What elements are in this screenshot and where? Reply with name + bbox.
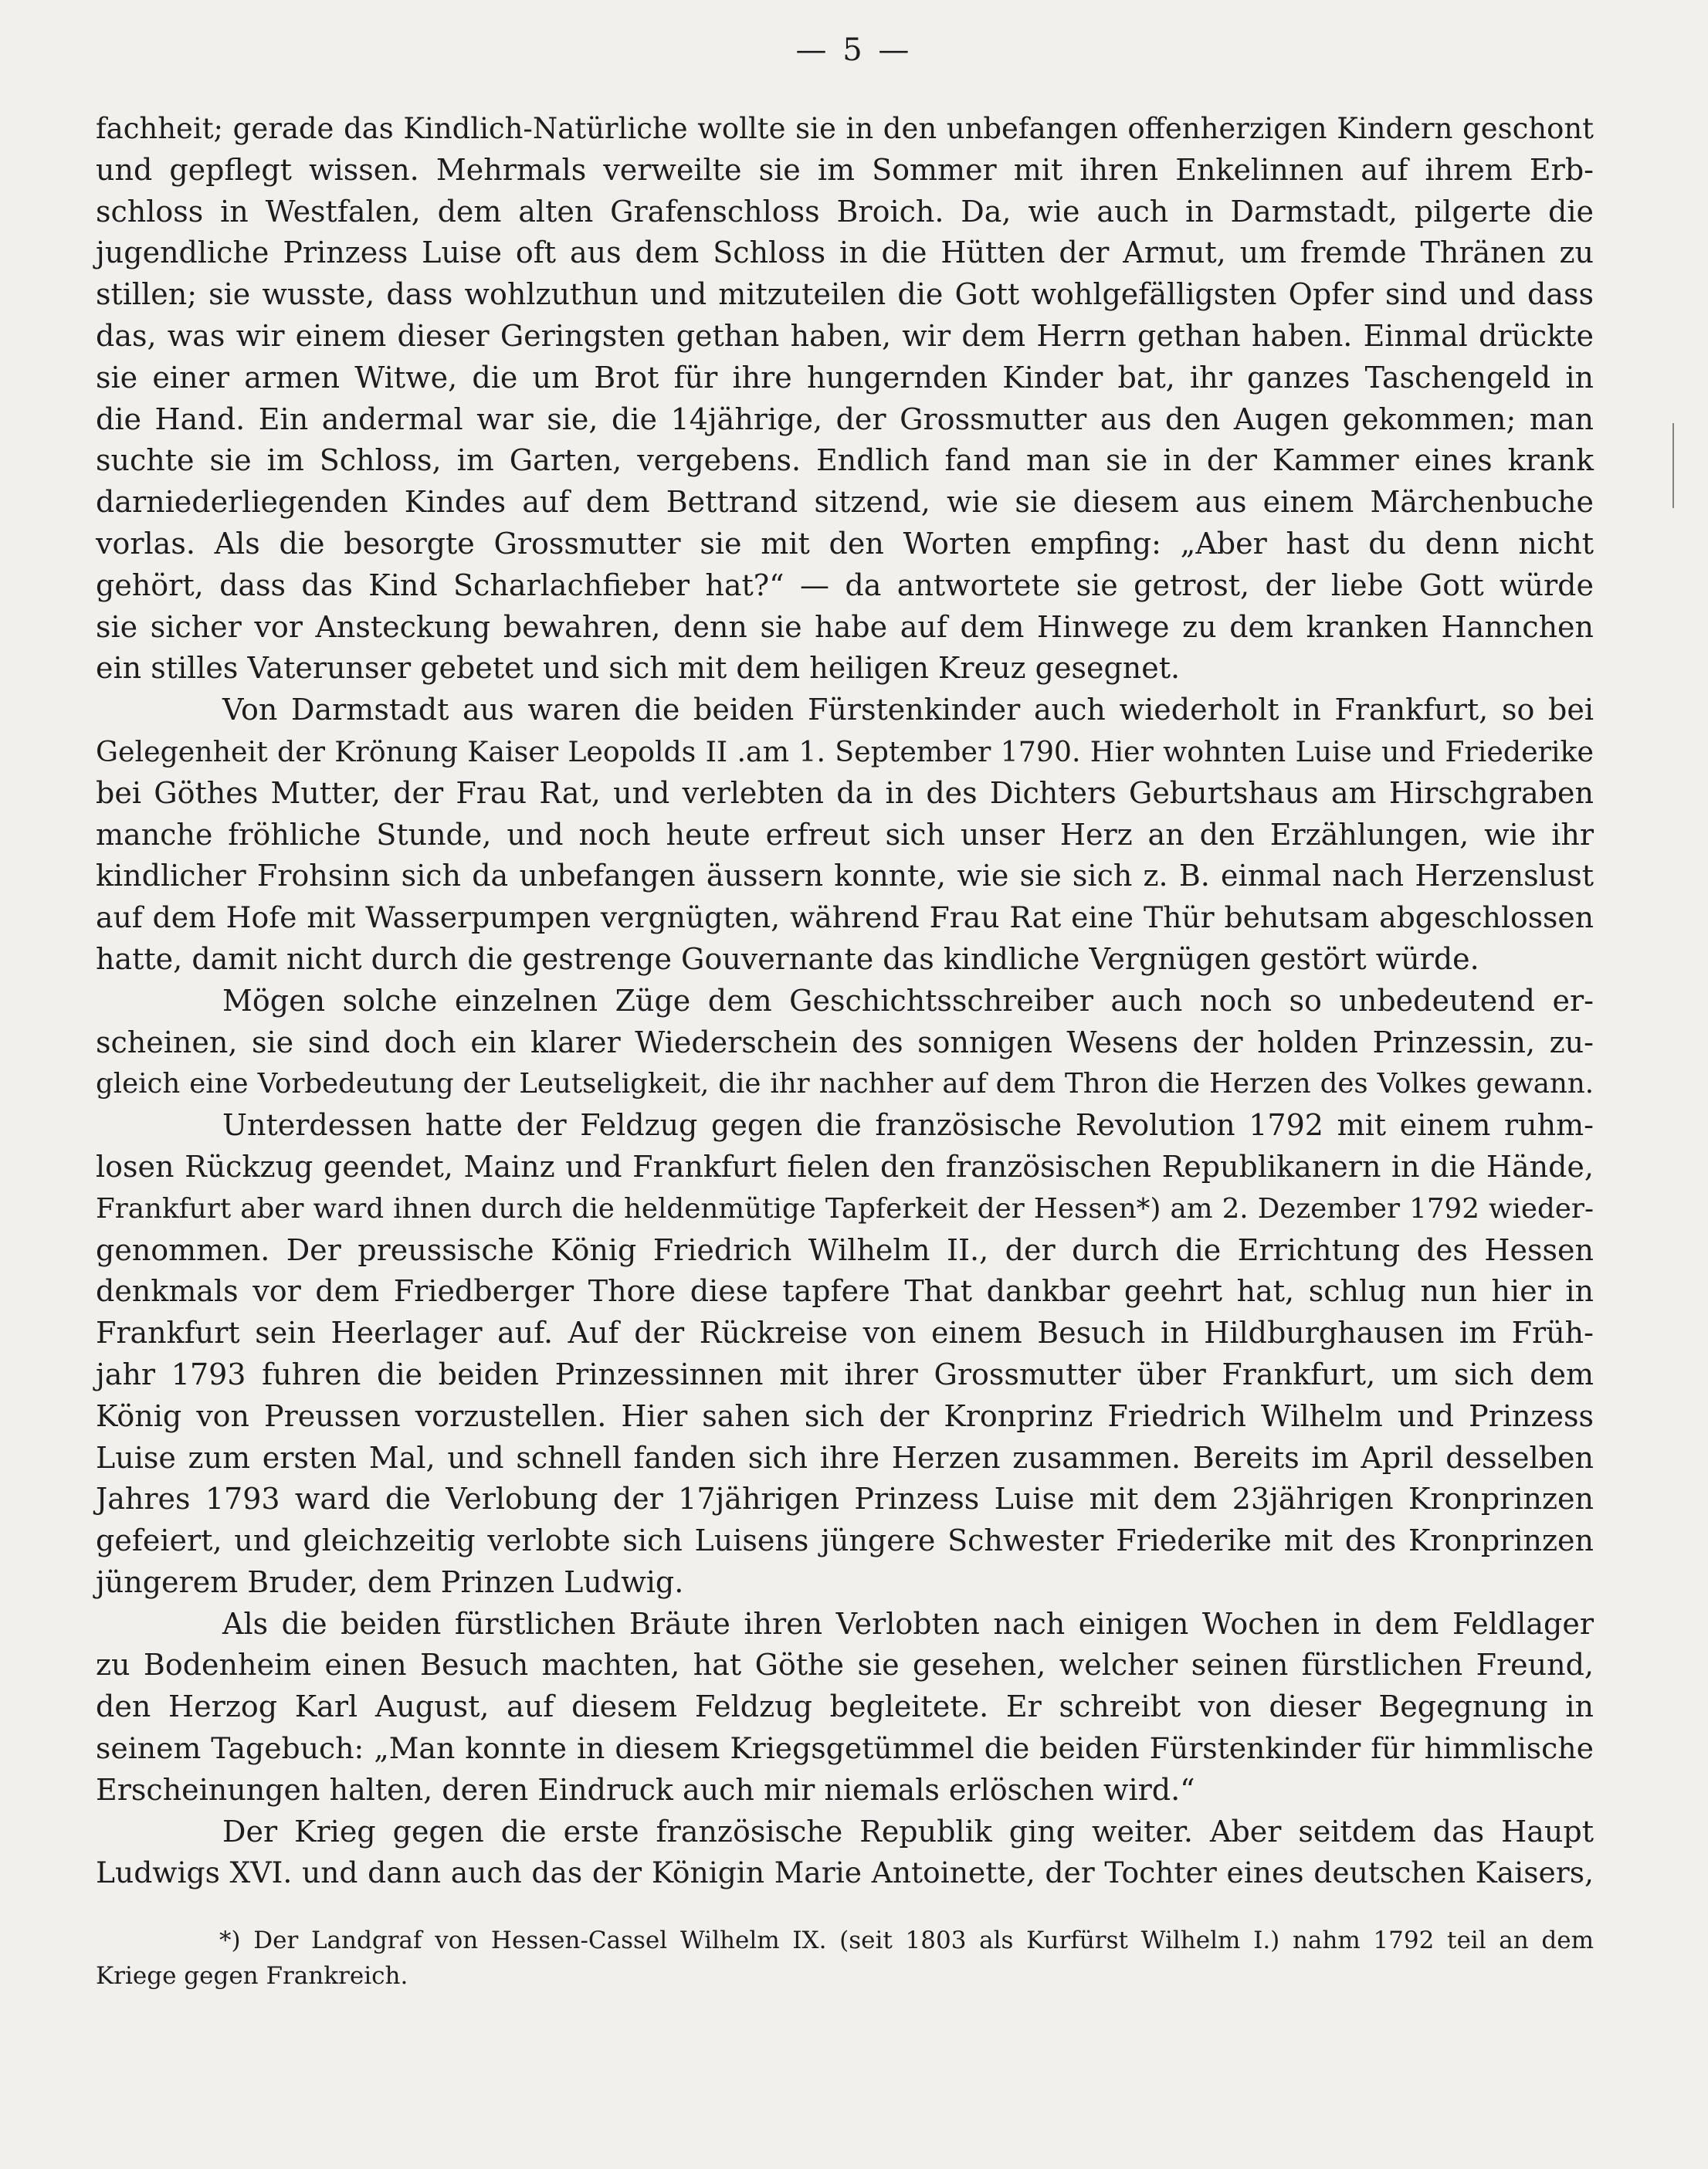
text-line: genommen. Der preussische König Friedrich Wilhelm II., der durch die Errichtung des Hessen [96, 1232, 1594, 1267]
text-line: scheinen, sie sind doch ein klarer Wiederschein des sonnigen Wesens der holden Prinzessin, zu- [96, 1025, 1594, 1059]
text-line: jüngerem Bruder, dem Prinzen Ludwig. [96, 1564, 684, 1599]
text-line: gleich eine Vorbedeutung der Leutseligkeit, die ihr nachher auf dem Thron die Herzen des Volkes gewann. [96, 1068, 1594, 1100]
text-line: vorlas. Als die besorgte Grossmutter sie mit den Worten empfing: „Aber hast du denn nicht [96, 526, 1594, 561]
footnote-line: Kriege gegen Frankreich. [96, 1962, 408, 1990]
footnote-line: *) Der Landgraf von Hessen-Cassel Wilhelm IX. (seit 1803 als Kurfürst Wilhelm I.) nahm 1792 teil an dem [219, 1927, 1594, 1954]
text-line: ein stilles Vaterunser gebetet und sich mit dem heiligen Kreuz gesegnet. [96, 651, 1181, 686]
text-line: denkmals vor dem Friedberger Thore diese tapfere That dankbar geehrt hat, schlug nun hier in [96, 1274, 1594, 1309]
text-line: Als die beiden fürstlichen Bräute ihren Verlobten nach einigen Wochen in dem Feldlager [222, 1606, 1594, 1641]
text-line: jahr 1793 fuhren die beiden Prinzessinnen mit ihrer Grossmutter über Frankfurt, um sich dem [96, 1357, 1594, 1391]
text-line: schloss in Westfalen, dem alten Grafenschloss Broich. Da, wie auch in Darmstadt, pilgerte die [96, 194, 1594, 229]
text-line: stillen; sie wusste, dass wohlzuthun und mitzuteilen die Gott wohlgefälligsten Opfer sind und dass [96, 277, 1594, 312]
text-line: Jahres 1793 ward die Verlobung der 17jährigen Prinzess Luise mit dem 23jährigen Kronprinzen [96, 1482, 1594, 1517]
text-line: gehört, dass das Kind Scharlachfieber hat?“ — da antwortete sie getrost, der liebe Gott würde [96, 568, 1594, 602]
footnote [96, 1923, 1594, 1994]
text-line: König von Preussen vorzustellen. Hier sahen sich der Kronprinz Friedrich Wilhelm und Prinzess [96, 1398, 1594, 1433]
text-line: den Herzog Karl August, auf diesem Feldzug begleitete. Er schreibt von dieser Begegnung in [96, 1689, 1594, 1724]
text-line: manche fröhliche Stunde, und noch heute erfreut sich unser Herz an den Erzählungen, wie ihr [96, 817, 1594, 852]
text-line: bei Göthes Mutter, der Frau Rat, und verlebten da in des Dichters Geburtshaus am Hirschgraben [96, 775, 1594, 810]
text-line: die Hand. Ein andermal war sie, die 14jährige, der Grossmutter aus den Augen gekommen; man [96, 402, 1594, 436]
text-line: zu Bodenheim einen Besuch machten, hat Göthe sie gesehen, welcher seinen fürstlichen Freund, [96, 1648, 1594, 1683]
text-line: Von Darmstadt aus waren die beiden Fürstenkinder auch wiederholt in Frankfurt, so bei [222, 693, 1594, 727]
text-line: sie einer armen Witwe, die um Brot für ihre hungernden Kinder bat, ihr ganzes Taschengeld in [96, 360, 1594, 395]
text-line: Frankfurt aber ward ihnen durch die heldenmütige Tapferkeit der Hessen*) am 2. Dezember 1792 wieder- [96, 1192, 1594, 1225]
text-line: Luise zum ersten Mal, und schnell fanden sich ihre Herzen zusammen. Bereits im April desselben [96, 1440, 1594, 1475]
text-line: und gepflegt wissen. Mehrmals verweilte sie im Sommer mit ihren Enkelinnen auf ihrem Erb- [96, 152, 1594, 187]
text-line: Der Krieg gegen die erste französische Republik ging weiter. Aber seitdem das Haupt [222, 1814, 1594, 1849]
text-line: jugendliche Prinzess Luise oft aus dem Schloss in die Hütten der Armut, um fremde Thränen zu [96, 236, 1594, 270]
text-line: sie sicher vor Ansteckung bewahren, denn sie habe auf dem Hinwege zu dem kranken Hannchen [96, 609, 1594, 644]
text-line: fachheit; gerade das Kindlich-Natürliche wollte sie in den unbefangen offenherzigen Kindern geschont [96, 112, 1594, 145]
body-text [96, 108, 1594, 1894]
text-line: gefeiert, und gleichzeitig verlobte sich Luisens jüngere Schwester Friederike mit des Kronprinzen [96, 1523, 1594, 1558]
text-line: Gelegenheit der Krönung Kaiser Leopolds II .am 1. September 1790. Hier wohnten Luise und Friederike [96, 734, 1594, 768]
text-line: Mögen solche einzelnen Züge dem Geschichtsschreiber auch noch so unbedeutend er- [222, 983, 1594, 1018]
text-line: seinem Tagebuch: „Man konnte in diesem Kriegsgetümmel die beiden Fürstenkinder für himmlische [96, 1731, 1594, 1766]
text-line: kindlicher Frohsinn sich da unbefangen äussern konnte, wie sie sich z. B. einmal nach Herzenslust [96, 859, 1594, 893]
text-line: auf dem Hofe mit Wasserpumpen vergnügten, während Frau Rat eine Thür behutsam abgeschlossen [96, 900, 1594, 935]
text-line: das, was wir einem dieser Geringsten gethan haben, wir dem Herrn gethan haben. Einmal drückte [96, 318, 1594, 353]
text-line: Frankfurt sein Heerlager auf. Auf der Rückreise von einem Besuch in Hildburghausen im Früh- [96, 1316, 1594, 1351]
text-line: Ludwigs XVI. und dann auch das der Königin Marie Antoinette, der Tochter eines deutschen Kaisers, [96, 1856, 1594, 1890]
text-line: Erscheinungen halten, deren Eindruck auch mir niemals erlöschen wird.“ [96, 1772, 1195, 1807]
text-line: losen Rückzug geendet, Mainz und Frankfurt fielen den französischen Republikanern in die Hände, [96, 1149, 1594, 1184]
page-number: — 5 — [795, 32, 913, 68]
text-line: darniederliegenden Kindes auf dem Bettrand sitzend, wie sie diesem aus einem Märchenbuche [96, 485, 1594, 520]
margin-mark [1672, 423, 1674, 508]
text-line: suchte sie im Schloss, im Garten, vergebens. Endlich fand man sie in der Kammer eines krank [96, 443, 1594, 478]
text-line: Unterdessen hatte der Feldzug gegen die französische Revolution 1792 mit einem ruhm- [222, 1108, 1594, 1143]
text-line: hatte, damit nicht durch die gestrenge Gouvernante das kindliche Vergnügen gestört würde. [96, 941, 1479, 976]
